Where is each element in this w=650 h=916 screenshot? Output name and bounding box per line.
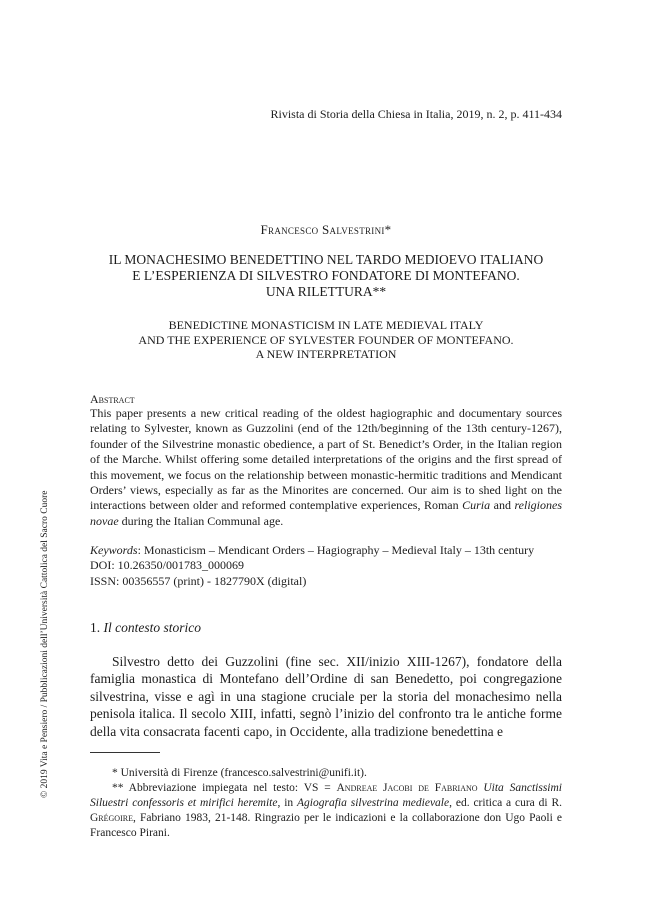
section-number: 1. <box>90 620 104 635</box>
italian-title-line: UNA RILETTURA** <box>265 284 387 299</box>
footnote-1: * Università di Firenze (francesco.salvestrini@unifi.it). <box>112 767 367 779</box>
abstract-italic-term: religiones novae <box>90 498 563 528</box>
english-title-line: BENEDICTINE MONASTICISM IN LATE MEDIEVAL ITALY <box>168 318 484 332</box>
body-paragraph <box>90 653 562 740</box>
footnote-text: , ed. critica a cura di R. <box>449 797 562 809</box>
english-title-line: AND THE EXPERIENCE OF SYLVESTER FOUNDER OF MONTEFANO. <box>138 332 514 347</box>
italian-title-line: E L’ESPERIENZA DI SILVESTRO FONDATORE DI MONTEFANO. <box>132 268 520 283</box>
keywords-label: Keywords <box>90 543 138 557</box>
english-title-line: A NEW INTERPRETATION <box>255 347 397 361</box>
italian-title-line: IL MONACHESIMO BENEDETTINO NEL TARDO MEDIOEVO ITALIANO <box>108 252 544 267</box>
abstract-text-part: and <box>490 498 515 513</box>
footnote-text: , in <box>277 797 298 809</box>
footnotes <box>90 766 562 841</box>
abstract-text-part: This paper presents a new critical reading of the oldest hagiographic and documentary sources relating to Sylvester, known as Guzzolini (end of the 12th/beginning of the 13th century-1267), founder of the Silvestrine monastic obedience, a part of St. Benedict’s Order, in the Italian region of the Marche. Whilst offering some detailed interpretations of the origins and the first spread of this movement, we focus on the relationship between monastic-hermitic traditions and Mendicant Orders’ views, especially as far as the Minorites are concerned. Our aim is to shed light on the interactions between older and reformed contemplative experiences, Roman <box>90 406 562 513</box>
footnote-2 <box>90 781 562 841</box>
italian-title <box>70 252 582 300</box>
abstract-heading: Abstract <box>90 392 135 406</box>
footnote-text: , Fabriano 1983, 21-148. Ringrazio per le indicazioni e la collaborazione don Ugo Paoli e Francesco Pirani. <box>90 812 562 839</box>
side-copyright-text: © 2019 Vita e Pensiero / Pubblicazioni dell’Università Cattolica del Sacro Cuore <box>40 490 50 798</box>
section-title: Il contesto storico <box>103 620 201 635</box>
english-title <box>90 318 562 362</box>
side-copyright-notice <box>38 488 50 798</box>
issn-line: ISSN: 00356557 (print) - 1827790X (digital) <box>90 573 307 588</box>
body-paragraph-text: Silvestro detto dei Guzzolini (fine sec. XII/inizio XIII-1267), fondatore della famiglia monastica di Montefano dell’Ordine di san Benedetto, poi congregazione silvestrina, visse e agì in una stagione cruciale per la storia del monachesimo nella penisola italica. Il secolo XIII, infatti, segnò l’inizio del confronto tra le antiche forme della vita consacrata facenti capo, in Occidente, alla tradizione benedettina e <box>90 654 562 739</box>
footnote-author: Andreae Jacobi de Fabriano <box>336 782 478 794</box>
doi-line: DOI: 10.26350/001783_000069 <box>90 558 244 573</box>
abstract-italic-term: Curia <box>462 498 491 513</box>
abstract-text <box>90 406 562 529</box>
keywords-line <box>90 543 562 558</box>
section-heading <box>90 620 201 636</box>
footnote-book-title: Agiografia silvestrina medievale <box>297 797 450 809</box>
footnote-text: ** Abbreviazione impiegata nel testo: VS = <box>112 782 337 794</box>
footnote-editor: Grégoire <box>90 812 133 824</box>
footnote-work-title: Uita Sanctissimi Siluestri confessoris et mirifici heremite <box>90 782 562 809</box>
keywords-text: : Monasticism – Mendicant Orders – Hagiography – Medieval Italy – 13th century <box>137 543 535 557</box>
abstract-text-part: during the Italian Communal age. <box>118 513 284 528</box>
footnote-separator <box>90 752 160 753</box>
keywords-block <box>90 543 562 589</box>
journal-reference: Rivista di Storia della Chiesa in Italia, 2019, n. 2, p. 411-434 <box>270 107 562 121</box>
author-name: Francesco Salvestrini* <box>260 222 392 237</box>
